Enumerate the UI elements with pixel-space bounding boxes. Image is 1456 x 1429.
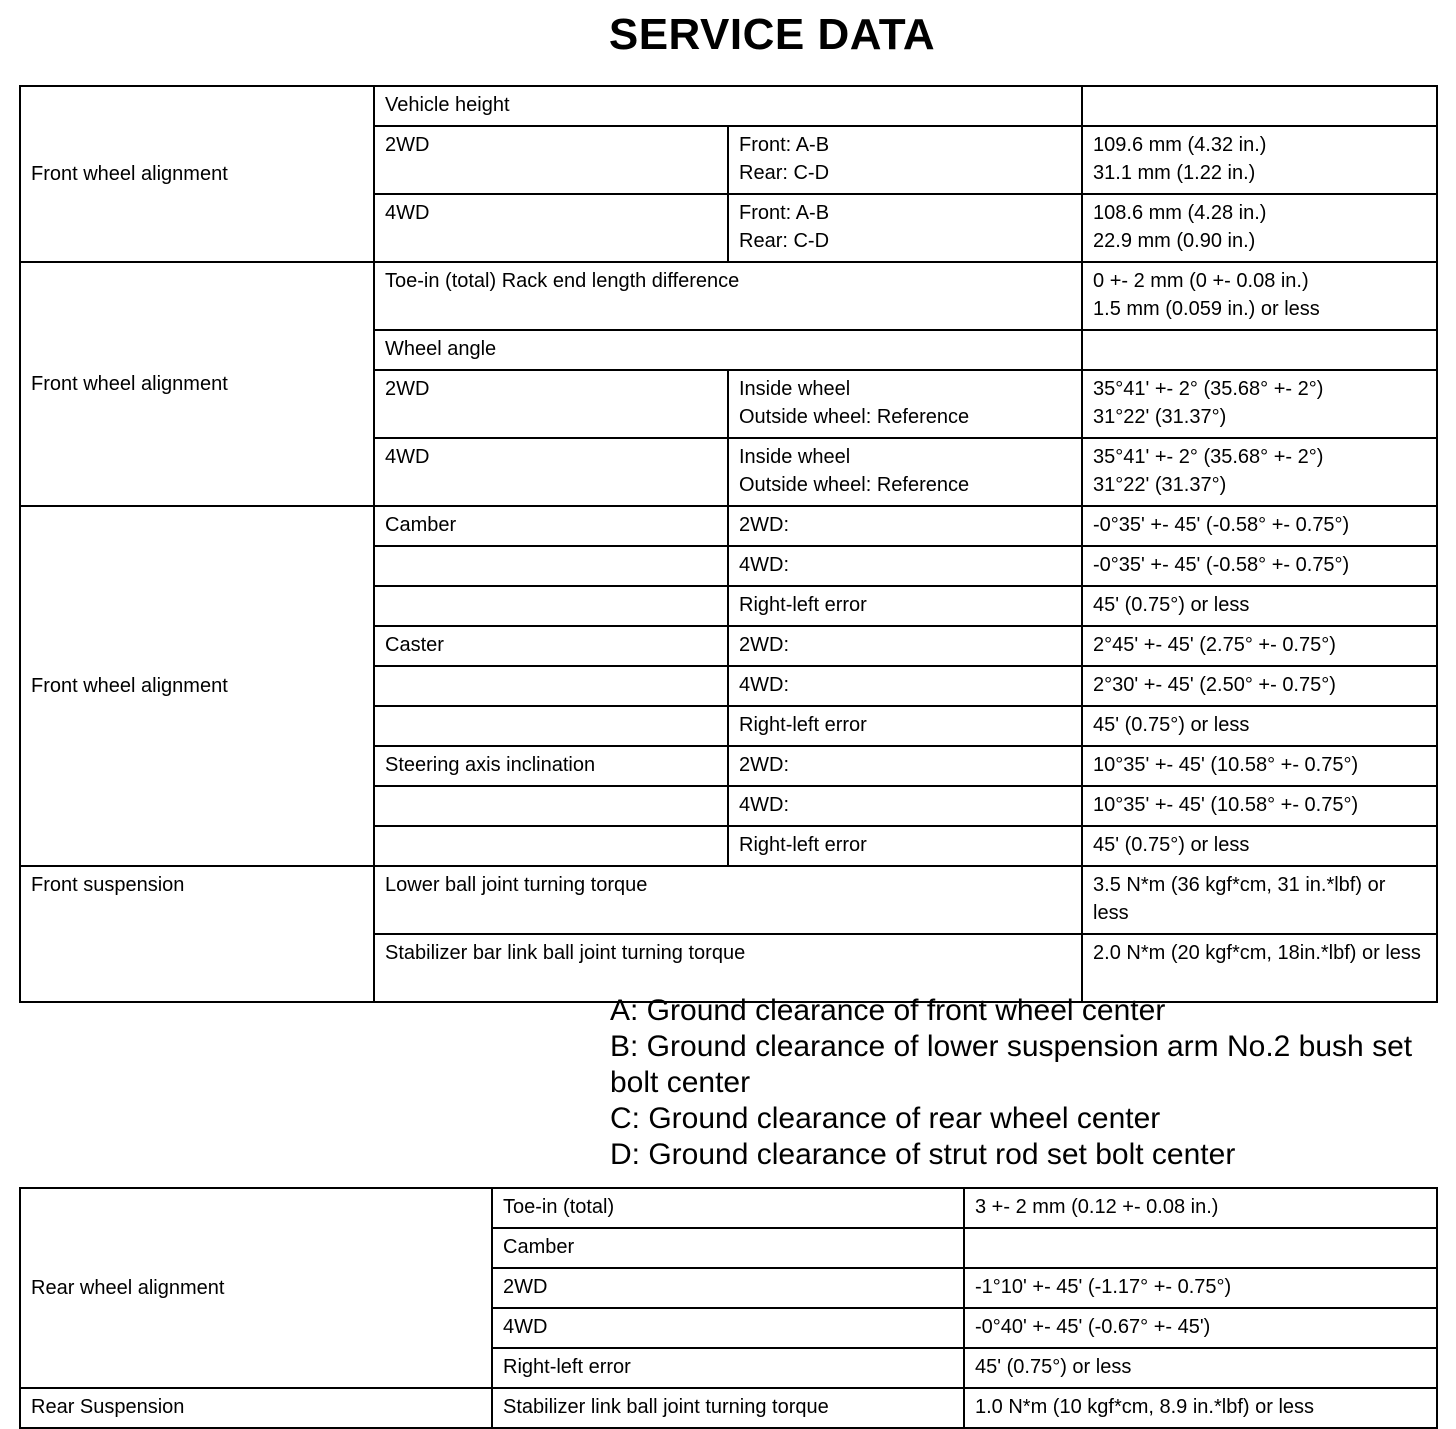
type-cell: 4WD bbox=[374, 194, 728, 262]
item-label: 2WD bbox=[492, 1268, 964, 1308]
type-cell: 2WD bbox=[374, 126, 728, 194]
value-cell: -0°40' +- 45' (-0.67° +- 45') bbox=[964, 1308, 1437, 1348]
item-label: Toe-in (total) bbox=[492, 1188, 964, 1228]
item-label bbox=[374, 786, 728, 826]
value-cell: 35°41' +- 2° (35.68° +- 2°) 31°22' (31.37°) bbox=[1082, 370, 1437, 438]
item-label: Right-left error bbox=[492, 1348, 964, 1388]
value-cell bbox=[1082, 86, 1437, 126]
value-cell: 45' (0.75°) or less bbox=[1082, 826, 1437, 866]
group-label: Front suspension bbox=[20, 866, 374, 1002]
group-label: Front wheel alignment bbox=[20, 506, 374, 866]
sub-label: 2WD: bbox=[728, 506, 1082, 546]
value-cell: -0°35' +- 45' (-0.58° +- 0.75°) bbox=[1082, 506, 1437, 546]
group-label: Rear wheel alignment bbox=[20, 1188, 492, 1388]
sub-label: Right-left error bbox=[728, 826, 1082, 866]
group-label: Front wheel alignment bbox=[20, 262, 374, 506]
table-row bbox=[20, 86, 1437, 126]
table-row bbox=[20, 262, 1437, 330]
note-line: C: Ground clearance of rear wheel center bbox=[610, 1102, 1161, 1135]
measure-points: Front: A-B Rear: C-D bbox=[728, 126, 1082, 194]
measurement-notes bbox=[610, 993, 1440, 1173]
item-label: 4WD bbox=[492, 1308, 964, 1348]
group-label: Rear Suspension bbox=[20, 1388, 492, 1428]
note-line: A: Ground clearance of front wheel center bbox=[610, 994, 1166, 1027]
value-cell: 45' (0.75°) or less bbox=[1082, 586, 1437, 626]
table-row bbox=[20, 506, 1437, 546]
table-row bbox=[20, 1188, 1437, 1228]
value-cell: 108.6 mm (4.28 in.) 22.9 mm (0.90 in.) bbox=[1082, 194, 1437, 262]
measure-points: Inside wheel Outside wheel: Reference bbox=[728, 438, 1082, 506]
sub-label: Right-left error bbox=[728, 706, 1082, 746]
value-cell: 45' (0.75°) or less bbox=[964, 1348, 1437, 1388]
sub-label: 4WD: bbox=[728, 666, 1082, 706]
value-cell: 0 +- 2 mm (0 +- 0.08 in.) 1.5 mm (0.059 in.) or less bbox=[1082, 262, 1437, 330]
item-label bbox=[374, 546, 728, 586]
value-cell: 10°35' +- 45' (10.58° +- 0.75°) bbox=[1082, 746, 1437, 786]
front-service-data-table bbox=[19, 85, 1438, 1003]
note-line: D: Ground clearance of strut rod set bolt center bbox=[610, 1138, 1236, 1171]
value-cell: 3 +- 2 mm (0.12 +- 0.08 in.) bbox=[964, 1188, 1437, 1228]
value-cell: 2°30' +- 45' (2.50° +- 0.75°) bbox=[1082, 666, 1437, 706]
item-label: Vehicle height bbox=[374, 86, 1082, 126]
item-label: Camber bbox=[374, 506, 728, 546]
item-label: Wheel angle bbox=[374, 330, 1082, 370]
sub-label: 4WD: bbox=[728, 786, 1082, 826]
item-label: Stabilizer link ball joint turning torque bbox=[492, 1388, 964, 1428]
measure-points: Inside wheel Outside wheel: Reference bbox=[728, 370, 1082, 438]
item-label bbox=[374, 586, 728, 626]
table-row bbox=[20, 1388, 1437, 1428]
value-cell: 1.0 N*m (10 kgf*cm, 8.9 in.*lbf) or less bbox=[964, 1388, 1437, 1428]
group-label: Front wheel alignment bbox=[20, 86, 374, 262]
item-label: Lower ball joint turning torque bbox=[374, 866, 1082, 934]
sub-label: 4WD: bbox=[728, 546, 1082, 586]
sub-label: 2WD: bbox=[728, 626, 1082, 666]
measure-points: Front: A-B Rear: C-D bbox=[728, 194, 1082, 262]
item-label bbox=[374, 706, 728, 746]
page-title: SERVICE DATA bbox=[608, 10, 936, 59]
item-label bbox=[374, 666, 728, 706]
value-cell: 2.0 N*m (20 kgf*cm, 18in.*lbf) or less bbox=[1082, 934, 1437, 1002]
type-cell: 4WD bbox=[374, 438, 728, 506]
value-cell: 3.5 N*m (36 kgf*cm, 31 in.*lbf) or less bbox=[1082, 866, 1437, 934]
item-label: Toe-in (total) Rack end length difference bbox=[374, 262, 1082, 330]
value-cell: 109.6 mm (4.32 in.) 31.1 mm (1.22 in.) bbox=[1082, 126, 1437, 194]
type-cell: 2WD bbox=[374, 370, 728, 438]
item-label bbox=[374, 826, 728, 866]
value-cell bbox=[964, 1228, 1437, 1268]
value-cell: -1°10' +- 45' (-1.17° +- 0.75°) bbox=[964, 1268, 1437, 1308]
value-cell: 35°41' +- 2° (35.68° +- 2°) 31°22' (31.37°) bbox=[1082, 438, 1437, 506]
item-label: Caster bbox=[374, 626, 728, 666]
sub-label: 2WD: bbox=[728, 746, 1082, 786]
item-label: Camber bbox=[492, 1228, 964, 1268]
rear-service-data-table bbox=[19, 1187, 1438, 1429]
item-label: Stabilizer bar link ball joint turning torque bbox=[374, 934, 1082, 1002]
value-cell: -0°35' +- 45' (-0.58° +- 0.75°) bbox=[1082, 546, 1437, 586]
value-cell: 10°35' +- 45' (10.58° +- 0.75°) bbox=[1082, 786, 1437, 826]
sub-label: Right-left error bbox=[728, 586, 1082, 626]
note-line: B: Ground clearance of lower suspension arm No.2 bush set bolt center bbox=[610, 1030, 1413, 1099]
value-cell: 2°45' +- 45' (2.75° +- 0.75°) bbox=[1082, 626, 1437, 666]
table-row bbox=[20, 866, 1437, 934]
item-label: Steering axis inclination bbox=[374, 746, 728, 786]
value-cell bbox=[1082, 330, 1437, 370]
value-cell: 45' (0.75°) or less bbox=[1082, 706, 1437, 746]
